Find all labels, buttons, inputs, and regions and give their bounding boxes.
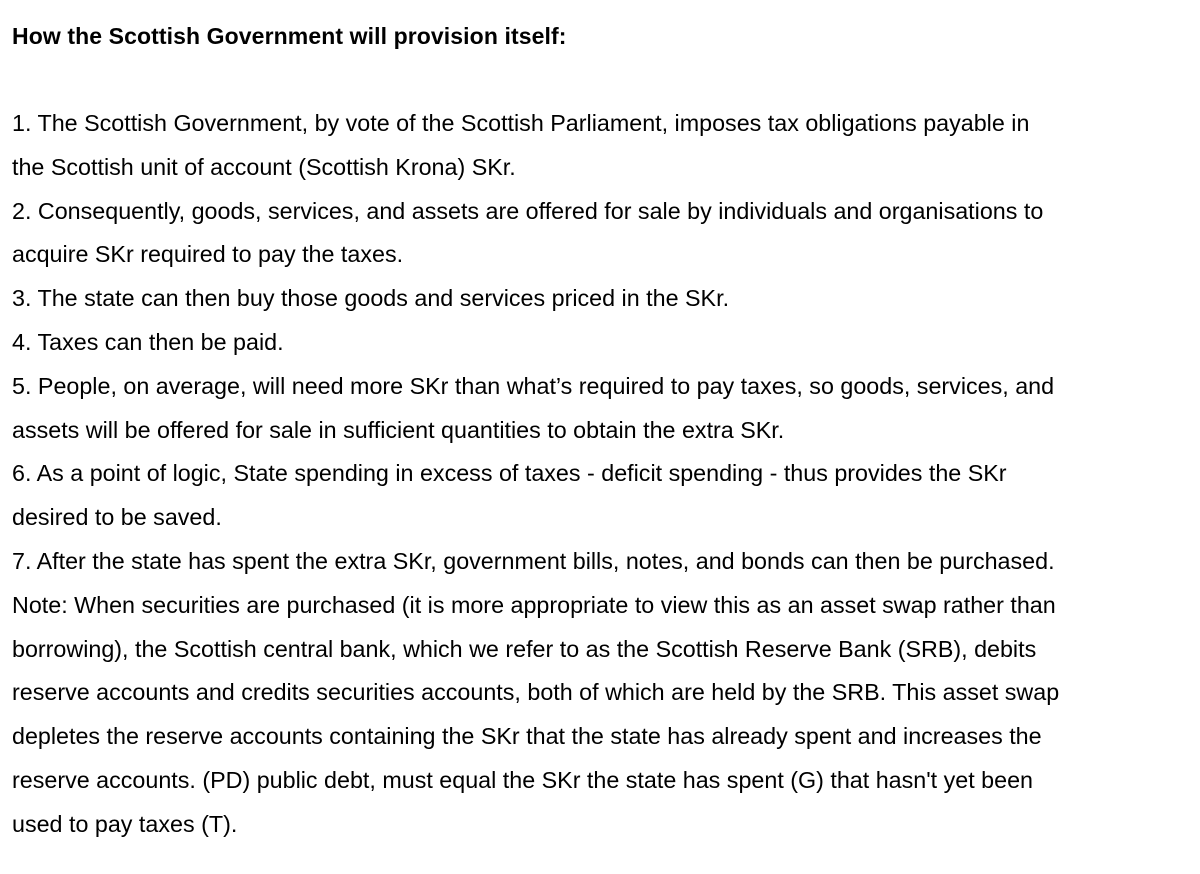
document-body: [12, 102, 1192, 847]
text-line: 3. The state can then buy those goods and services priced in the SKr.: [12, 285, 730, 312]
text-line: reserve accounts. (PD) public debt, must equal the SKr the state has spent (G) that hasn't yet been: [12, 766, 1033, 793]
text-line: the Scottish unit of account (Scottish Krona) SKr.: [12, 153, 516, 180]
text-line: 4. Taxes can then be paid.: [12, 328, 284, 355]
text-line: reserve accounts and credits securities accounts, both of which are held by the SRB. This asset swap: [12, 679, 1060, 706]
document-title: How the Scottish Government will provision itself:: [12, 23, 567, 49]
text-line: borrowing), the Scottish central bank, which we refer to as the Scottish Reserve Bank (SRB), debits: [12, 635, 1037, 662]
text-line: used to pay taxes (T).: [12, 810, 238, 837]
text-line: Note: When securities are purchased (it is more appropriate to view this as an asset swap rather than: [12, 591, 1056, 618]
text-line: 5. People, on average, will need more SKr than what’s required to pay taxes, so goods, services, and: [12, 372, 1055, 399]
text-line: assets will be offered for sale in sufficient quantities to obtain the extra SKr.: [12, 416, 785, 443]
text-line: 6. As a point of logic, State spending in excess of taxes - deficit spending - thus provides the SKr: [12, 460, 1007, 487]
text-line: depletes the reserve accounts containing the SKr that the state has already spent and increases the: [12, 723, 1042, 750]
text-line: acquire SKr required to pay the taxes.: [12, 241, 404, 268]
text-line: 2. Consequently, goods, services, and assets are offered for sale by individuals and organisations to: [12, 197, 1044, 224]
text-line: desired to be saved.: [12, 504, 222, 531]
text-line: 7. After the state has spent the extra SKr, government bills, notes, and bonds can then be purchased.: [12, 547, 1055, 574]
text-line: 1. The Scottish Government, by vote of the Scottish Parliament, imposes tax obligations payable in: [12, 110, 1030, 136]
